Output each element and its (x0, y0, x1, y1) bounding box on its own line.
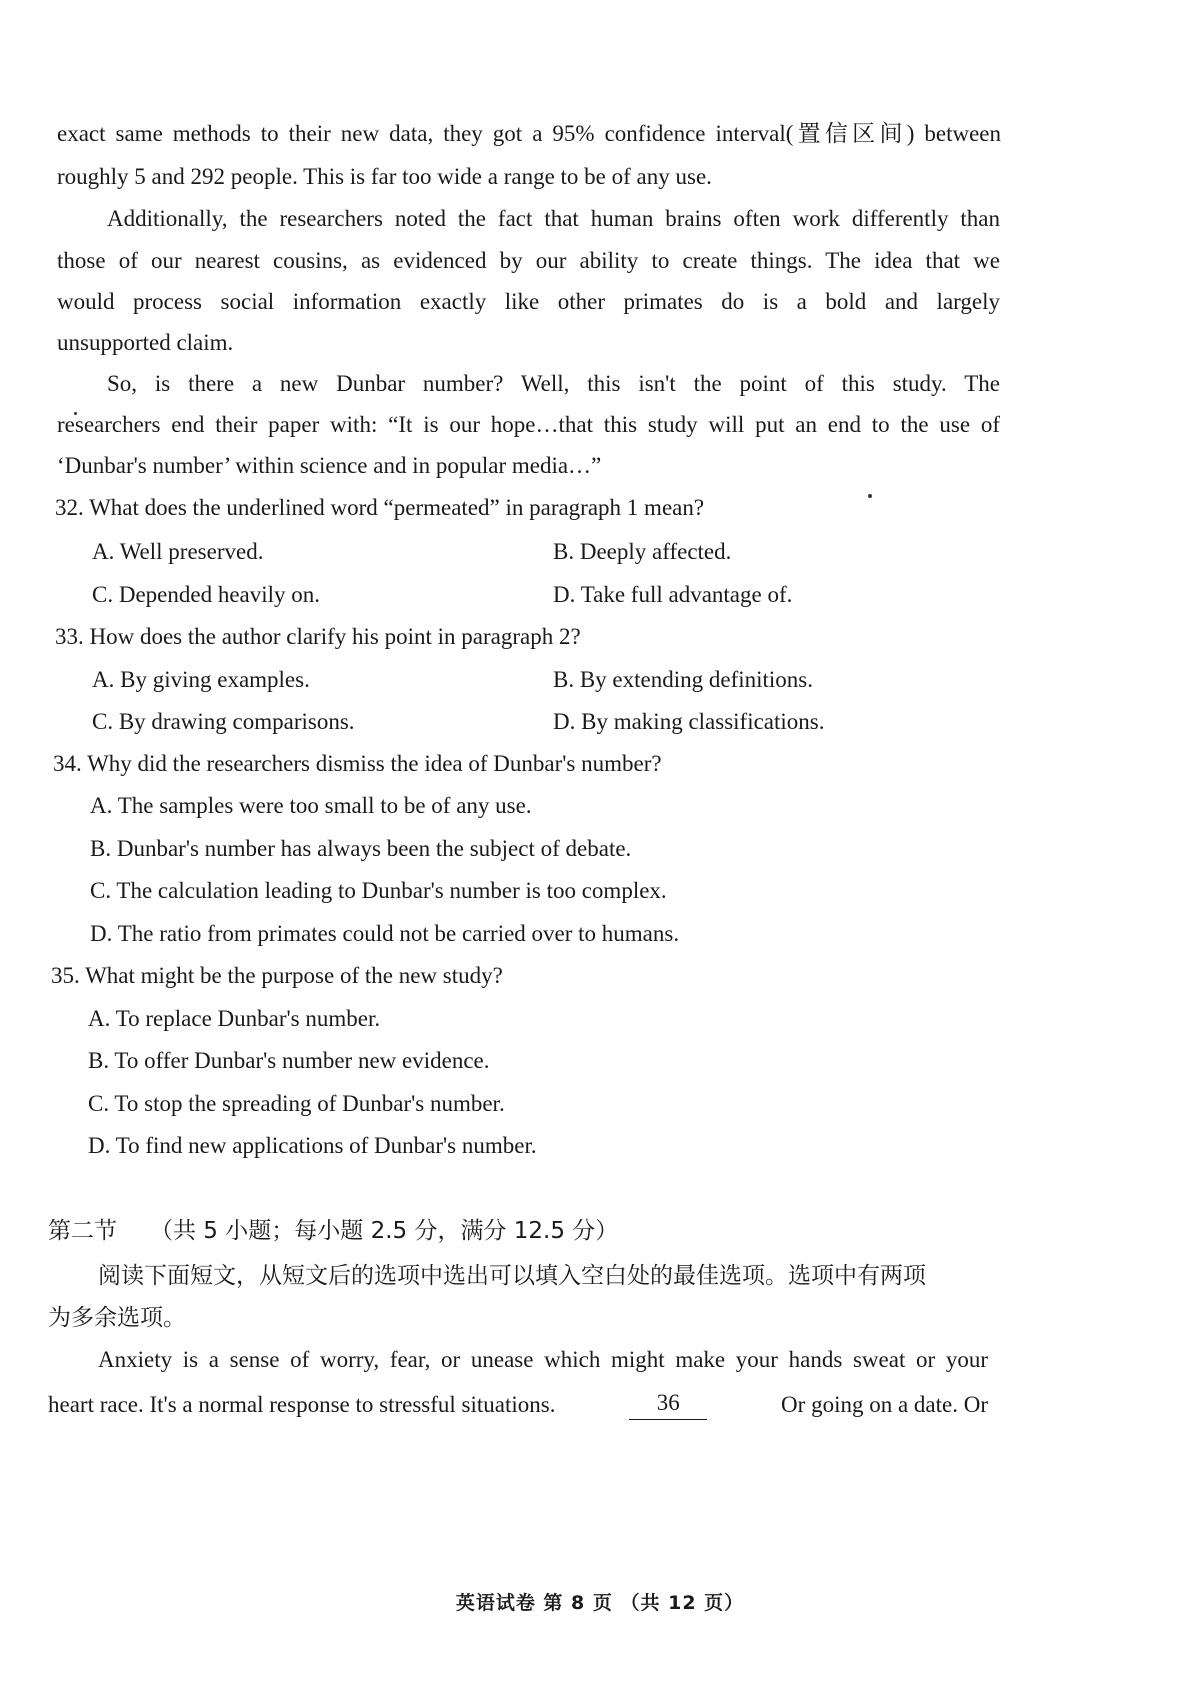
question-33-option-d: D. By making classifications. (553, 709, 825, 734)
passage-p3-line-1: So, is there a new Dunbar number? Well, this isn't the point of this study. The (107, 371, 1000, 396)
section-2-instruction-line-1: 阅读下面短文，从短文后的选项中选出可以填入空白处的最佳选项。选项中有两项 (98, 1263, 926, 1289)
question-32-option-a: A. Well preserved. (92, 539, 264, 564)
page-footer: 英语试卷 第 8 页 （共 12 页） (455, 1592, 745, 1614)
section-2-passage-line-2 (48, 1390, 988, 1420)
passage-p2-line-2: those of our nearest cousins, as evidenced by our ability to create things. The idea that we (57, 248, 1000, 273)
question-32-option-b: B. Deeply affected. (553, 539, 732, 564)
passage-p2-line-1: Additionally, the researchers noted the fact that human brains often work differently than (107, 206, 1000, 231)
passage-p3-line-2: researchers end their paper with: “It is our hope…that this study will put an end to the use of (57, 412, 1000, 437)
question-34-option-a: A. The samples were too small to be of any use. (90, 793, 532, 818)
blank-36[interactable]: 36 (629, 1390, 707, 1420)
question-34-option-c: C. The calculation leading to Dunbar's number is too complex. (90, 878, 667, 903)
section-2-heading: 第二节 (48, 1218, 117, 1244)
section-2-instruction-line-2: 为多余选项。 (48, 1305, 186, 1331)
question-33-stem: 33. How does the author clarify his point in paragraph 2? (55, 624, 581, 649)
question-34-option-b: B. Dunbar's number has always been the subject of debate. (90, 836, 632, 861)
passage-p3-line-3: ‘Dunbar's number’ within science and in popular media…” (57, 453, 602, 478)
question-35-option-c: C. To stop the spreading of Dunbar's number. (88, 1091, 505, 1116)
passage-line-2-before-blank: heart race. It's a normal response to stressful situations. (48, 1392, 556, 1417)
question-32-stem: 32. What does the underlined word “permeated” in paragraph 1 mean? (55, 495, 705, 520)
question-33-option-a: A. By giving examples. (92, 667, 310, 692)
scan-speck (868, 494, 872, 498)
question-33-option-b: B. By extending definitions. (553, 667, 814, 692)
passage-line-2-after-blank: Or going on a date. Or (781, 1392, 988, 1417)
passage-p2-line-4: unsupported claim. (57, 330, 234, 355)
section-2-score-note: （共 5 小题；每小题 2.5 分，满分 12.5 分） (150, 1218, 619, 1244)
section-2-passage-line-1: Anxiety is a sense of worry, fear, or unease which might make your hands sweat or your (98, 1347, 988, 1372)
question-35-stem: 35. What might be the purpose of the new study? (51, 963, 503, 988)
passage-p1-line-1: exact same methods to their new data, they got a 95% confidence interval(置信区间) between (57, 121, 1001, 146)
question-35-option-a: A. To replace Dunbar's number. (88, 1006, 381, 1031)
passage-p2-line-3: would process social information exactly like other primates do is a bold and largely (57, 289, 1000, 314)
question-34-option-d: D. The ratio from primates could not be carried over to humans. (90, 921, 680, 946)
question-32-option-c: C. Depended heavily on. (92, 582, 321, 607)
question-33-option-c: C. By drawing comparisons. (92, 709, 355, 734)
question-35-option-d: D. To find new applications of Dunbar's number. (88, 1133, 537, 1158)
passage-p1-line-2: roughly 5 and 292 people. This is far too wide a range to be of any use. (57, 164, 712, 189)
question-34-stem: 34. Why did the researchers dismiss the idea of Dunbar's number? (53, 751, 662, 776)
question-35-option-b: B. To offer Dunbar's number new evidence. (88, 1048, 490, 1073)
question-32-option-d: D. Take full advantage of. (553, 582, 793, 607)
